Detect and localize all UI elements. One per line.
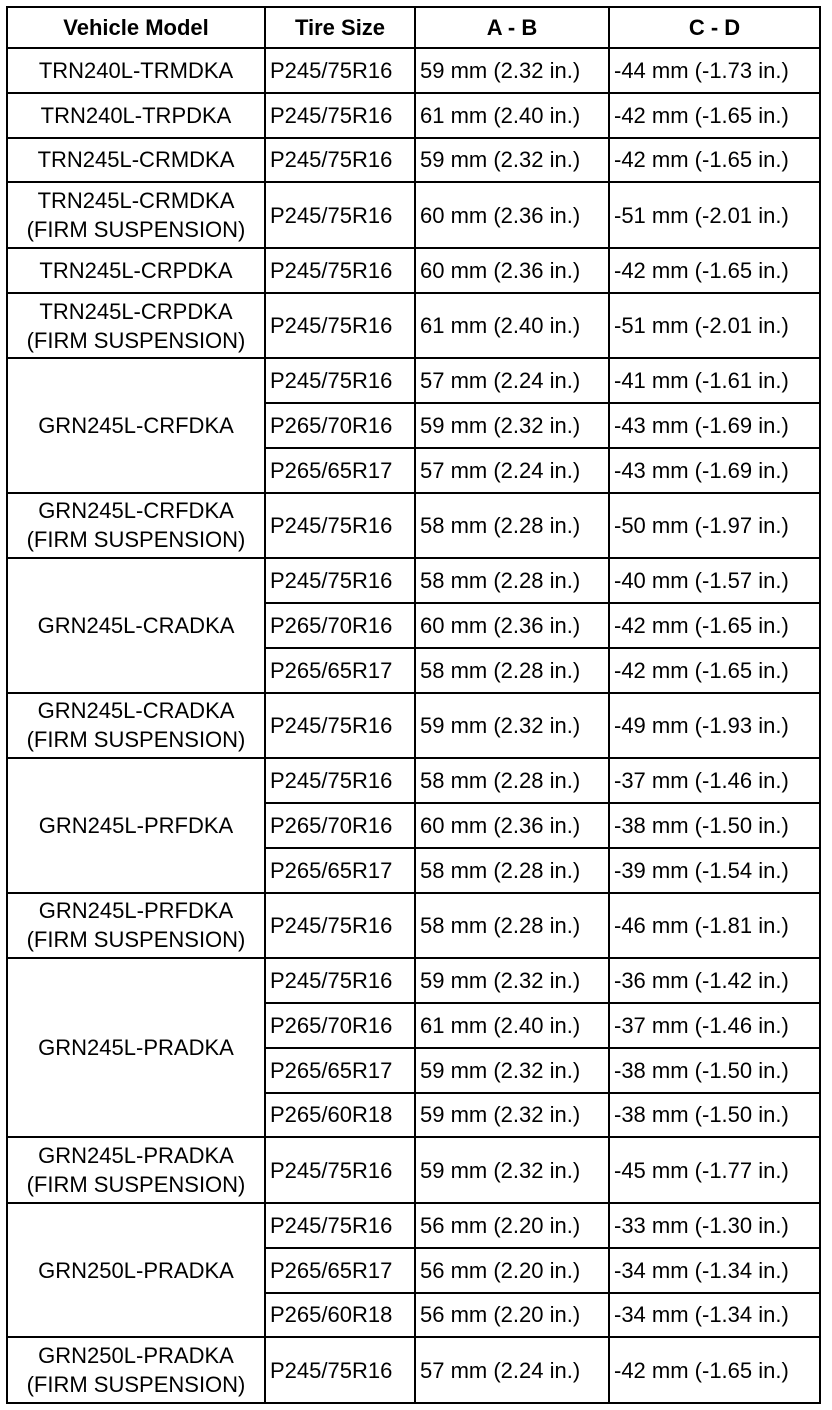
c-d-cell: -36 mm (-1.42 in.) [609,958,820,1003]
a-b-cell: 57 mm (2.24 in.) [415,448,609,493]
tire-size-cell: P245/75R16 [265,93,415,138]
header-vehicle-model: Vehicle Model [7,7,265,48]
table-row [7,693,820,759]
vehicle-model-code: GRN250L-PRADKA [38,1343,234,1369]
tire-size-cell: P245/75R16 [265,248,415,293]
tire-size-cell: P265/70R16 [265,803,415,848]
tire-size-cell: P265/65R17 [265,648,415,693]
tire-size-cell: P265/65R17 [265,848,415,893]
c-d-cell: -41 mm (-1.61 in.) [609,358,820,403]
c-d-cell: -43 mm (-1.69 in.) [609,403,820,448]
a-b-cell: 56 mm (2.20 in.) [415,1203,609,1248]
vehicle-model-note: (FIRM SUSPENSION) [26,527,246,553]
a-b-cell: 56 mm (2.20 in.) [415,1248,609,1293]
a-b-cell: 60 mm (2.36 in.) [415,603,609,648]
vehicle-model-cell [7,493,265,559]
header-tire-size: Tire Size [265,7,415,48]
c-d-cell: -38 mm (-1.50 in.) [609,1048,820,1093]
vehicle-model-cell [7,558,265,692]
a-b-cell: 58 mm (2.28 in.) [415,848,609,893]
a-b-cell: 58 mm (2.28 in.) [415,493,609,559]
c-d-cell: -44 mm (-1.73 in.) [609,48,820,93]
table-row [7,1137,820,1203]
a-b-cell: 58 mm (2.28 in.) [415,558,609,603]
vehicle-model-code: GRN245L-PRADKA [38,1143,234,1169]
vehicle-model-code: GRN245L-CRFDKA [38,413,234,438]
vehicle-model-note: (FIRM SUSPENSION) [26,1172,246,1198]
table-row [7,958,820,1003]
c-d-cell: -34 mm (-1.34 in.) [609,1248,820,1293]
tire-size-cell: P265/65R17 [265,1048,415,1093]
a-b-cell: 59 mm (2.32 in.) [415,1137,609,1203]
table-row [7,48,820,93]
tire-size-cell: P245/75R16 [265,758,415,803]
vehicle-model-note: (FIRM SUSPENSION) [26,727,246,753]
vehicle-model-cell [7,293,265,359]
tire-size-cell: P245/75R16 [265,558,415,603]
c-d-cell: -34 mm (-1.34 in.) [609,1293,820,1338]
tire-size-cell: P245/75R16 [265,48,415,93]
tire-size-cell: P245/75R16 [265,293,415,359]
a-b-cell: 56 mm (2.20 in.) [415,1293,609,1338]
tire-size-cell: P245/75R16 [265,958,415,1003]
a-b-cell: 59 mm (2.32 in.) [415,1048,609,1093]
table-row [7,293,820,359]
a-b-cell: 61 mm (2.40 in.) [415,293,609,359]
tire-size-cell: P265/70R16 [265,403,415,448]
table-row [7,893,820,959]
c-d-cell: -42 mm (-1.65 in.) [609,138,820,183]
tire-size-cell: P265/65R17 [265,448,415,493]
c-d-cell: -46 mm (-1.81 in.) [609,893,820,959]
vehicle-model-cell [7,48,265,93]
c-d-cell: -40 mm (-1.57 in.) [609,558,820,603]
a-b-cell: 57 mm (2.24 in.) [415,1337,609,1403]
vehicle-model-cell [7,958,265,1137]
a-b-cell: 60 mm (2.36 in.) [415,803,609,848]
tire-size-cell: P245/75R16 [265,493,415,559]
table-row [7,182,820,248]
header-a-b: A - B [415,7,609,48]
table-header [7,7,820,48]
table-row [7,1337,820,1403]
c-d-cell: -43 mm (-1.69 in.) [609,448,820,493]
vehicle-model-note: (FIRM SUSPENSION) [26,327,246,353]
c-d-cell: -37 mm (-1.46 in.) [609,1003,820,1048]
c-d-cell: -45 mm (-1.77 in.) [609,1137,820,1203]
vehicle-model-code: TRN240L-TRPDKA [40,102,232,128]
table-row [7,558,820,603]
table-row [7,93,820,138]
vehicle-alignment-spec-table [6,6,821,1404]
vehicle-model-cell [7,93,265,138]
vehicle-model-cell [7,1337,265,1403]
c-d-cell: -39 mm (-1.54 in.) [609,848,820,893]
vehicle-model-code: GRN245L-PRFDKA [38,812,234,838]
a-b-cell: 61 mm (2.40 in.) [415,93,609,138]
table-row [7,1203,820,1248]
tire-size-cell: P245/75R16 [265,358,415,403]
table-row [7,138,820,183]
table-row [7,493,820,559]
a-b-cell: 60 mm (2.36 in.) [415,182,609,248]
tire-size-cell: P265/60R18 [265,1293,415,1338]
c-d-cell: -37 mm (-1.46 in.) [609,758,820,803]
tire-size-cell: P265/65R17 [265,1248,415,1293]
a-b-cell: 61 mm (2.40 in.) [415,1003,609,1048]
vehicle-model-cell [7,182,265,248]
header-c-d: C - D [609,7,820,48]
c-d-cell: -42 mm (-1.65 in.) [609,93,820,138]
vehicle-model-cell [7,758,265,892]
tire-size-cell: P245/75R16 [265,138,415,183]
a-b-cell: 59 mm (2.32 in.) [415,403,609,448]
c-d-cell: -42 mm (-1.65 in.) [609,603,820,648]
tire-size-cell: P245/75R16 [265,893,415,959]
c-d-cell: -49 mm (-1.93 in.) [609,693,820,759]
vehicle-model-code: TRN240L-TRMDKA [38,57,234,83]
tire-size-cell: P265/70R16 [265,603,415,648]
c-d-cell: -51 mm (-2.01 in.) [609,293,820,359]
tire-size-cell: P265/70R16 [265,1003,415,1048]
a-b-cell: 59 mm (2.32 in.) [415,48,609,93]
c-d-cell: -42 mm (-1.65 in.) [609,1337,820,1403]
c-d-cell: -33 mm (-1.30 in.) [609,1203,820,1248]
vehicle-model-code: TRN245L-CRMDKA [37,188,235,214]
vehicle-model-code: GRN245L-PRADKA [38,1035,234,1061]
c-d-cell: -38 mm (-1.50 in.) [609,803,820,848]
vehicle-model-note: (FIRM SUSPENSION) [26,927,246,953]
vehicle-model-cell [7,693,265,759]
tire-size-cell: P245/75R16 [265,1137,415,1203]
a-b-cell: 58 mm (2.28 in.) [415,648,609,693]
c-d-cell: -51 mm (-2.01 in.) [609,182,820,248]
a-b-cell: 59 mm (2.32 in.) [415,1093,609,1138]
vehicle-model-code: TRN245L-CRPDKA [39,298,233,324]
vehicle-model-cell [7,1137,265,1203]
a-b-cell: 57 mm (2.24 in.) [415,358,609,403]
vehicle-model-code: GRN245L-PRFDKA [38,898,234,924]
a-b-cell: 60 mm (2.36 in.) [415,248,609,293]
table-row [7,358,820,403]
a-b-cell: 59 mm (2.32 in.) [415,958,609,1003]
c-d-cell: -38 mm (-1.50 in.) [609,1093,820,1138]
vehicle-model-code: GRN245L-CRADKA [37,612,235,638]
vehicle-model-cell [7,893,265,959]
vehicle-model-cell [7,1203,265,1337]
c-d-cell: -42 mm (-1.65 in.) [609,248,820,293]
table-row [7,248,820,293]
a-b-cell: 58 mm (2.28 in.) [415,893,609,959]
tire-size-cell: P245/75R16 [265,1203,415,1248]
tire-size-cell: P245/75R16 [265,1337,415,1403]
header-row [7,7,820,48]
table-row [7,758,820,803]
vehicle-model-code: GRN245L-CRADKA [37,698,235,724]
vehicle-model-code: TRN245L-CRPDKA [39,257,233,283]
vehicle-model-code: TRN245L-CRMDKA [37,147,235,173]
tire-size-cell: P245/75R16 [265,693,415,759]
vehicle-model-code: GRN250L-PRADKA [38,1257,234,1283]
vehicle-model-cell [7,358,265,492]
vehicle-model-cell [7,248,265,293]
table-body [7,48,820,1403]
tire-size-cell: P265/60R18 [265,1093,415,1138]
vehicle-model-note: (FIRM SUSPENSION) [26,1372,246,1398]
c-d-cell: -50 mm (-1.97 in.) [609,493,820,559]
a-b-cell: 58 mm (2.28 in.) [415,758,609,803]
c-d-cell: -42 mm (-1.65 in.) [609,648,820,693]
a-b-cell: 59 mm (2.32 in.) [415,693,609,759]
vehicle-model-note: (FIRM SUSPENSION) [26,217,246,243]
vehicle-model-cell [7,138,265,183]
a-b-cell: 59 mm (2.32 in.) [415,138,609,183]
tire-size-cell: P245/75R16 [265,182,415,248]
vehicle-model-code: GRN245L-CRFDKA [38,498,234,524]
